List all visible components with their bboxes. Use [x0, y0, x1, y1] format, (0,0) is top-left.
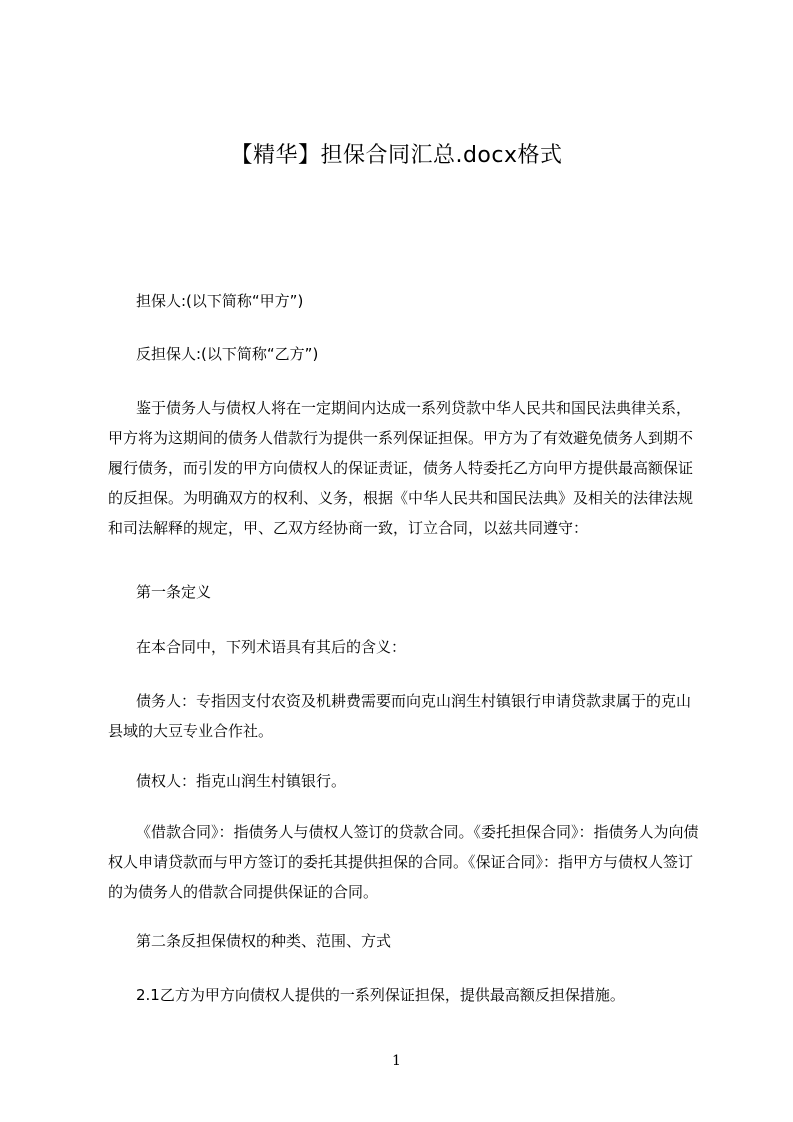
- document-title: 【精华】担保合同汇总.docx格式: [230, 143, 563, 168]
- paragraph-article-2-heading: 第二条反担保债权的种类、范围、方式: [136, 932, 392, 950]
- paragraph-article-1-heading: 第一条定义: [136, 583, 212, 601]
- paragraph-debtor-definition: 债务人：专指因支付农资及机耕费需要而向克山润生村镇银行申请贷款隶属于的克山县域的大豆专业合作社。: [108, 692, 692, 740]
- paragraph-creditor-definition: 债权人：指克山润生村镇银行。: [136, 772, 347, 790]
- paragraph-definitions-intro: 在本合同中，下列术语具有其后的含义：: [136, 638, 407, 656]
- page-number: 1: [392, 1053, 401, 1069]
- paragraph-recitals: 鉴于债务人与债权人将在一定期间内达成一系列贷款中华人民共和国民法典律关系，甲方将为这期间的债务人借款行为提供一系列保证担保。甲方为了有效避免债务人到期不履行债务，而引发的甲方向债权人的保证责证，债务人特委托乙方向甲方提供最高额保证的反担保。为明确双方的权利、义务，根据《中华人民共和国民法典》及相关的法律法规和司法解释的规定，甲、乙双方经协商一致，订立合同，以兹共同遵守：: [108, 399, 694, 537]
- paragraph-contract-definitions: 《借款合同》：指债务人与债权人签订的贷款合同。《委托担保合同》：指债务人为向债权人申请贷款而与甲方签订的委托其提供担保的合同。《保证合同》：指甲方与债权人签订的为债务人的借款合同提供保证的合同。: [108, 823, 699, 901]
- paragraph-article-2-1: 2.1乙方为甲方向债权人提供的一系列保证担保，提供最高额反担保措施。: [136, 986, 625, 1004]
- paragraph-guarantor: 担保人:(以下简称“甲方”): [136, 292, 304, 310]
- paragraph-counter-guarantor: 反担保人:(以下简称“乙方”): [136, 345, 319, 363]
